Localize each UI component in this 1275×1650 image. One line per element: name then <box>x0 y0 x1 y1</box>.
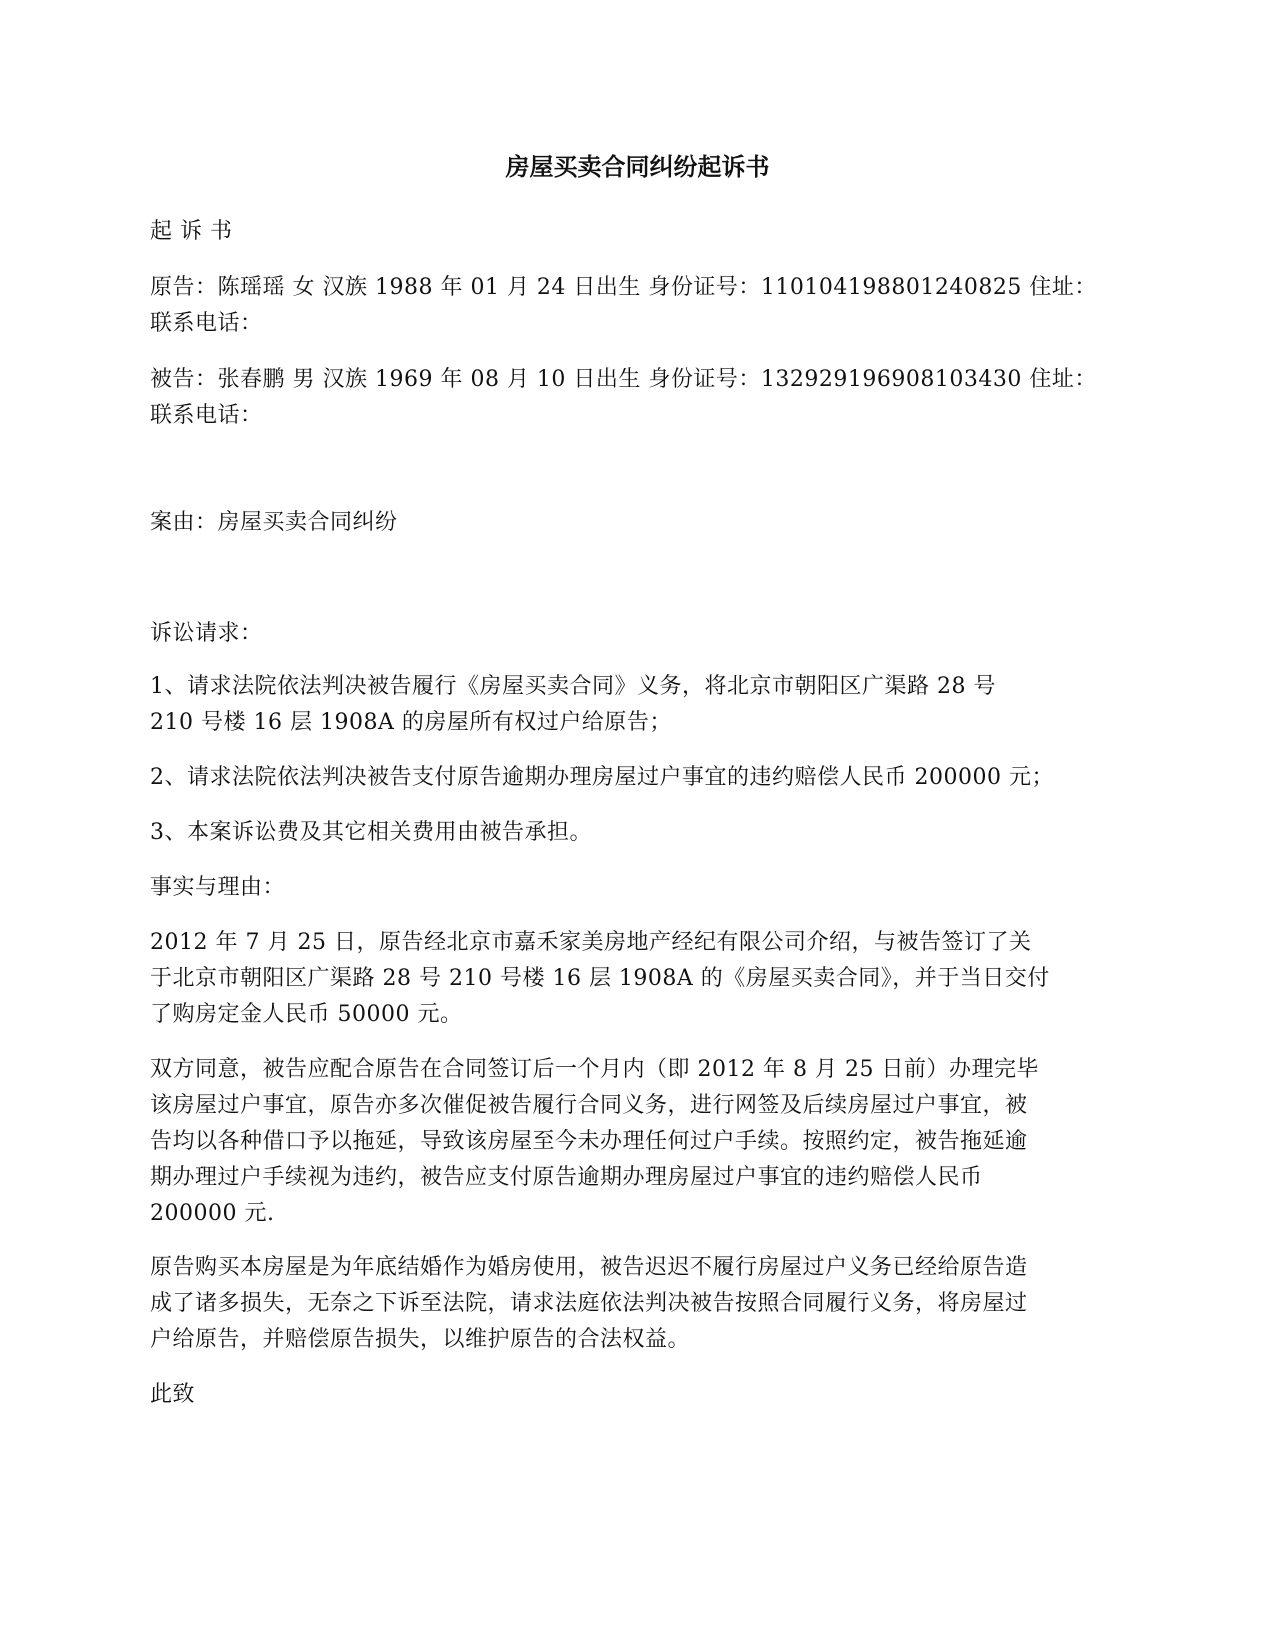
plaintiff-info <box>150 270 1135 342</box>
facts-paragraph-3 <box>150 1250 1135 1358</box>
closing: 此致 <box>150 1382 196 1407</box>
claim-1-line-2: 210 号楼 16 层 1908A 的房屋所有权过户给原告； <box>150 710 672 735</box>
claims-heading: 诉讼请求： <box>150 621 263 646</box>
facts-2-line-4: 期办理过户手续视为违约，被告应支付原告逾期办理房屋过户事宜的违约赔偿人民币 <box>150 1165 983 1190</box>
claim-2-line-1: 2、请求法院依法判决被告支付原告逾期办理房屋过户事宜的违约赔偿人民币 200000 元； <box>150 765 1054 790</box>
plaintiff-line-2: 联系电话： <box>150 311 263 336</box>
facts-1-line-2: 于北京市朝阳区广渠路 28 号 210 号楼 16 层 1908A 的《房屋买卖合同》，并于当日交付 <box>150 966 1050 991</box>
facts-3-line-1: 原告购买本房屋是为年底结婚作为婚房使用，被告迟迟不履行房屋过户义务已经给原告造 <box>150 1255 1028 1280</box>
facts-2-line-2: 该房屋过户事宜，原告亦多次催促被告履行合同义务，进行网签及后续房屋过户事宜，被 <box>150 1093 1028 1118</box>
claim-1-line-1: 1、请求法院依法判决被告履行《房屋买卖合同》义务，将北京市朝阳区广渠路 28 号 <box>150 674 996 699</box>
defendant-line-1: 被告：张春鹏 男 汉族 1969 年 08 月 10 日出生 身份证号：132929196908103430 住址： <box>150 367 1097 392</box>
defendant-info <box>150 362 1135 434</box>
facts-3-line-2: 成了诸多损失，无奈之下诉至法院，请求法庭依法判决被告按照合同履行义务，将房屋过 <box>150 1291 1028 1316</box>
facts-3-line-3: 户给原告，并赔偿原告损失，以维护原告的合法权益。 <box>150 1327 691 1352</box>
facts-paragraph-2 <box>150 1052 1135 1232</box>
claim-2 <box>150 760 1135 796</box>
case-cause: 案由：房屋买卖合同纠纷 <box>150 510 398 535</box>
claim-3 <box>150 815 1135 851</box>
claim-1 <box>150 669 1135 741</box>
claim-3-line-1: 3、本案诉讼费及其它相关费用由被告承担。 <box>150 820 592 845</box>
facts-2-line-3: 告均以各种借口予以拖延，导致该房屋至今未办理任何过户手续。按照约定，被告拖延逾 <box>150 1129 1028 1154</box>
heading-indictment: 起 诉 书 <box>150 219 233 244</box>
facts-1-line-1: 2012 年 7 月 25 日，原告经北京市嘉禾家美房地产经纪有限公司介绍，与被告签订了关 <box>150 930 1032 955</box>
facts-paragraph-1 <box>150 925 1135 1033</box>
facts-2-line-5: 200000 元. <box>150 1201 275 1226</box>
facts-2-line-1: 双方同意，被告应配合原告在合同签订后一个月内（即 2012 年 8 月 25 日前）办理完毕 <box>150 1057 1039 1082</box>
document-title: 房屋买卖合同纠纷起诉书 <box>505 153 770 181</box>
defendant-line-2: 联系电话： <box>150 403 263 428</box>
plaintiff-line-1: 原告：陈瑶瑶 女 汉族 1988 年 01 月 24 日出生 身份证号：110104198801240825 住址： <box>150 275 1097 300</box>
facts-1-line-3: 了购房定金人民币 50000 元。 <box>150 1002 463 1027</box>
facts-heading: 事实与理由： <box>150 875 286 900</box>
